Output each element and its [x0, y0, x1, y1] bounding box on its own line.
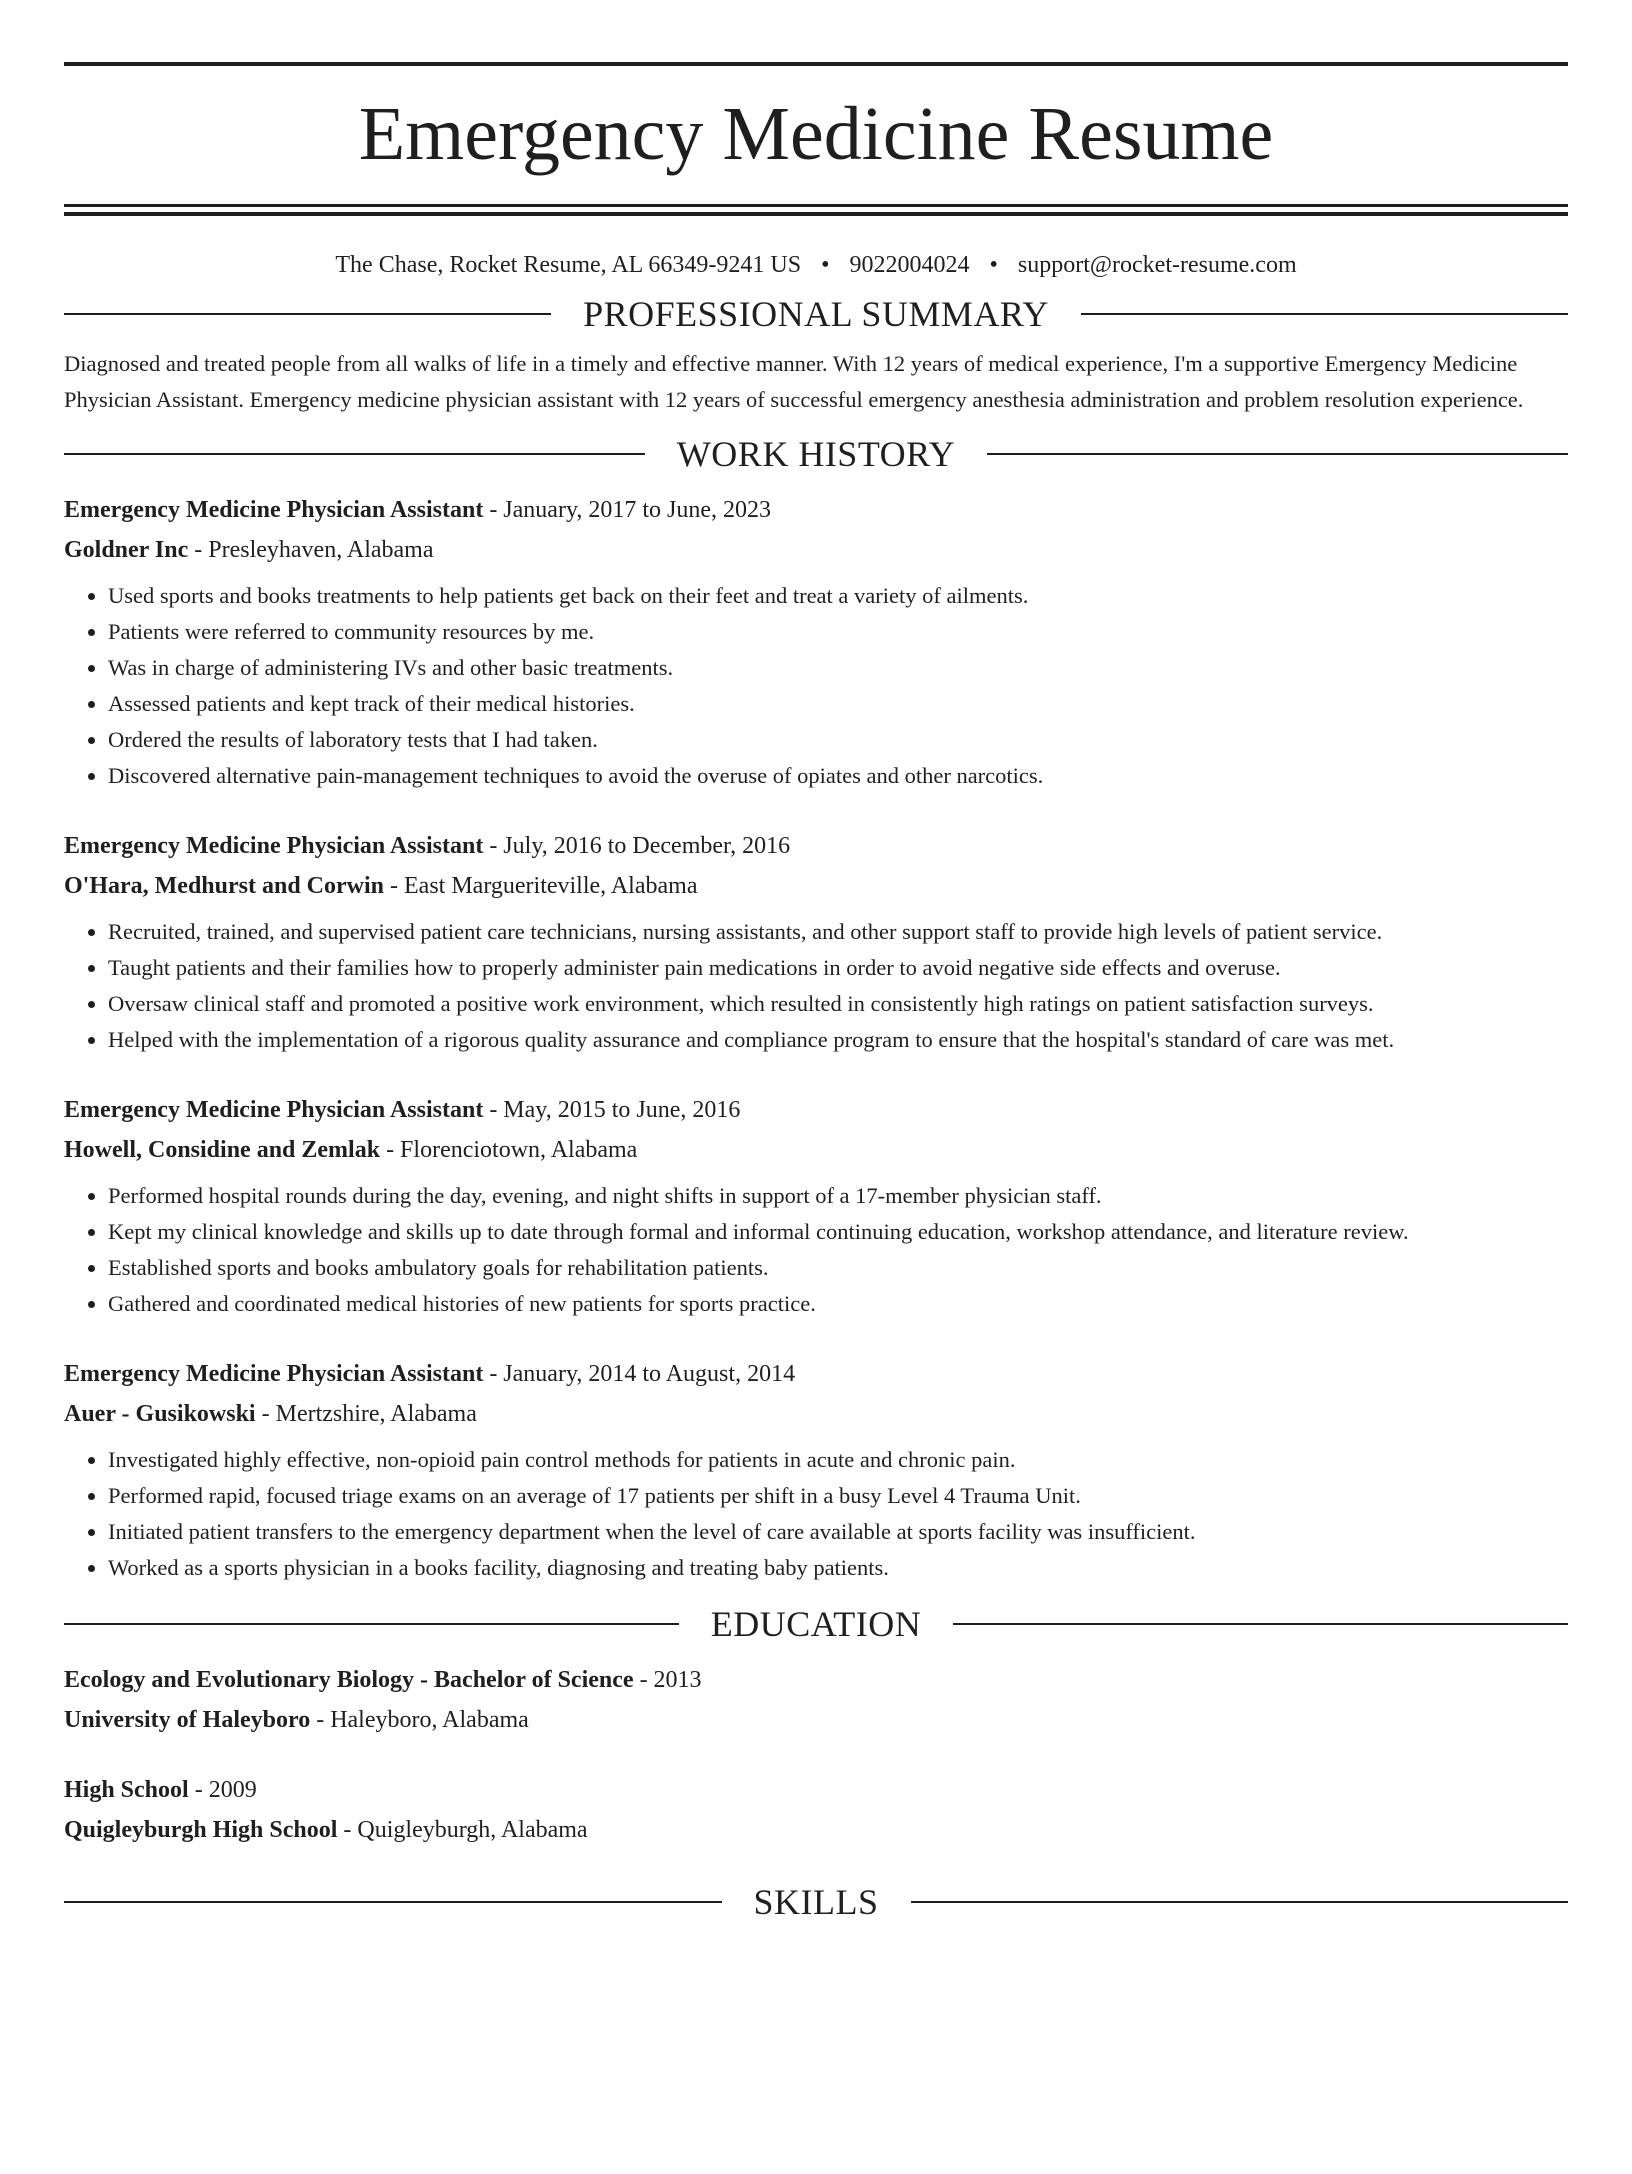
job-title-line	[64, 490, 1568, 530]
education-location: - Haleyboro, Alabama	[310, 1707, 529, 1733]
job-company: Goldner Inc	[64, 537, 189, 563]
heading-rule	[64, 453, 645, 455]
title-double-rule	[64, 204, 1568, 216]
list-item: • Helped with the implementation of a rigorous quality assurance and compliance program to ensure that the hospital's standard of care was met.	[108, 1022, 1568, 1058]
list-item: • Gathered and coordinated medical histories of new patients for sports practice.	[108, 1286, 1568, 1322]
job-dates: - January, 2014 to August, 2014	[483, 1361, 796, 1387]
section-heading-work	[64, 432, 1568, 476]
heading-rule	[64, 313, 551, 315]
list-item: • Oversaw clinical staff and promoted a positive work environment, which resulted in consistently high ratings on patient satisfaction surveys.	[108, 986, 1568, 1022]
job-company-line	[64, 530, 1568, 570]
job-title-line	[64, 1354, 1568, 1394]
list-item: • Established sports and books ambulatory goals for rehabilitation patients.	[108, 1250, 1568, 1286]
heading-rule	[64, 1623, 679, 1625]
job-entry	[64, 490, 1568, 794]
education-degree-line	[64, 1770, 1568, 1810]
job-bullets	[64, 1178, 1568, 1322]
contact-address: The Chase, Rocket Resume, AL 66349-9241 US	[335, 252, 802, 278]
heading-rule	[987, 453, 1568, 455]
top-rule	[64, 62, 1568, 66]
contact-separator: •	[989, 252, 998, 278]
heading-rule	[1081, 313, 1568, 315]
list-item: • Discovered alternative pain-management techniques to avoid the overuse of opiates and other narcotics.	[108, 758, 1568, 794]
list-item: • Performed rapid, focused triage exams on an average of 17 patients per shift in a busy Level 4 Trauma Unit.	[108, 1478, 1568, 1514]
education-school-line	[64, 1810, 1568, 1850]
list-item: • Initiated patient transfers to the emergency department when the level of care available at sports facility was insufficient.	[108, 1514, 1568, 1550]
list-item: • Patients were referred to community resources by me.	[108, 614, 1568, 650]
job-title-line	[64, 1090, 1568, 1130]
list-item: • Used sports and books treatments to help patients get back on their feet and treat a variety of ailments.	[108, 578, 1568, 614]
contact-phone: 9022004024	[849, 252, 970, 278]
resume-title: Emergency Medicine Resume	[358, 92, 1274, 176]
section-heading-summary	[64, 292, 1568, 336]
job-company: Howell, Considine and Zemlak	[64, 1137, 381, 1163]
contact-email: support@rocket-resume.com	[1017, 252, 1297, 278]
job-title: Emergency Medicine Physician Assistant	[64, 1097, 484, 1123]
list-item: • Kept my clinical knowledge and skills up to date through formal and informal continuing education, workshop attendance, and literature review.	[108, 1214, 1568, 1250]
education-school: Quigleyburgh High School	[64, 1817, 338, 1843]
job-bullets	[64, 1442, 1568, 1586]
resume-page	[64, 62, 1568, 1924]
section-heading-skills	[64, 1880, 1568, 1924]
job-location: - Florenciotown, Alabama	[380, 1137, 638, 1163]
job-title: Emergency Medicine Physician Assistant	[64, 833, 484, 859]
list-item: • Assessed patients and kept track of their medical histories.	[108, 686, 1568, 722]
heading-rule	[953, 1623, 1568, 1625]
list-item: • Taught patients and their families how to properly administer pain medications in order to avoid negative side effects and overuse.	[108, 950, 1568, 986]
job-location: - East Margueriteville, Alabama	[384, 873, 698, 899]
education-year: - 2009	[188, 1777, 257, 1803]
education-location: - Quigleyburgh, Alabama	[337, 1817, 588, 1843]
list-item: • Investigated highly effective, non-opioid pain control methods for patients in acute and chronic pain.	[108, 1442, 1568, 1478]
education-school-line	[64, 1700, 1568, 1740]
job-entry	[64, 1354, 1568, 1586]
education-degree-line	[64, 1660, 1568, 1700]
job-bullets	[64, 578, 1568, 794]
education-year: - 2013	[633, 1667, 702, 1693]
job-location: - Mertzshire, Alabama	[255, 1401, 477, 1427]
list-item: • Was in charge of administering IVs and other basic treatments.	[108, 650, 1568, 686]
list-item: • Recruited, trained, and supervised patient care technicians, nursing assistants, and other support staff to provide high levels of patient service.	[108, 914, 1568, 950]
job-bullets	[64, 914, 1568, 1058]
job-dates: - May, 2015 to June, 2016	[483, 1097, 741, 1123]
education-degree: Ecology and Evolutionary Biology - Bachelor of Science	[64, 1667, 634, 1693]
section-heading-education	[64, 1602, 1568, 1646]
summary-text: Diagnosed and treated people from all walks of life in a timely and effective manner. With 12 years of medical experience, I'm a supportive Emergency Medicine Physician Assistant. Emergency medicine physician assistant with 12 years of successful emergency anesthesia administration and problem resolution experience.	[64, 351, 1524, 412]
section-label: WORK HISTORY	[676, 434, 956, 474]
job-company-line	[64, 1394, 1568, 1434]
contact-separator: •	[821, 252, 830, 278]
heading-rule	[64, 1901, 722, 1903]
education-school: University of Haleyboro	[64, 1707, 311, 1733]
contact-line	[64, 252, 1568, 292]
job-title-line	[64, 826, 1568, 866]
job-title: Emergency Medicine Physician Assistant	[64, 1361, 484, 1387]
section-label: SKILLS	[753, 1882, 879, 1922]
list-item: • Worked as a sports physician in a books facility, diagnosing and treating baby patients.	[108, 1550, 1568, 1586]
job-company: O'Hara, Medhurst and Corwin	[64, 873, 385, 899]
section-label: PROFESSIONAL SUMMARY	[583, 294, 1049, 334]
list-item: • Performed hospital rounds during the day, evening, and night shifts in support of a 17-member physician staff.	[108, 1178, 1568, 1214]
job-title: Emergency Medicine Physician Assistant	[64, 497, 484, 523]
job-entry	[64, 1090, 1568, 1322]
education-degree: High School	[64, 1777, 189, 1803]
job-dates: - July, 2016 to December, 2016	[483, 833, 791, 859]
job-dates: - January, 2017 to June, 2023	[483, 497, 772, 523]
section-label: EDUCATION	[710, 1604, 922, 1644]
job-location: - Presleyhaven, Alabama	[188, 537, 434, 563]
education-entry	[64, 1660, 1568, 1740]
job-company-line	[64, 1130, 1568, 1170]
heading-rule	[911, 1901, 1569, 1903]
education-entry	[64, 1770, 1568, 1850]
job-entry	[64, 826, 1568, 1058]
job-company: Auer - Gusikowski	[64, 1401, 256, 1427]
list-item: • Ordered the results of laboratory tests that I had taken.	[108, 722, 1568, 758]
job-company-line	[64, 866, 1568, 906]
